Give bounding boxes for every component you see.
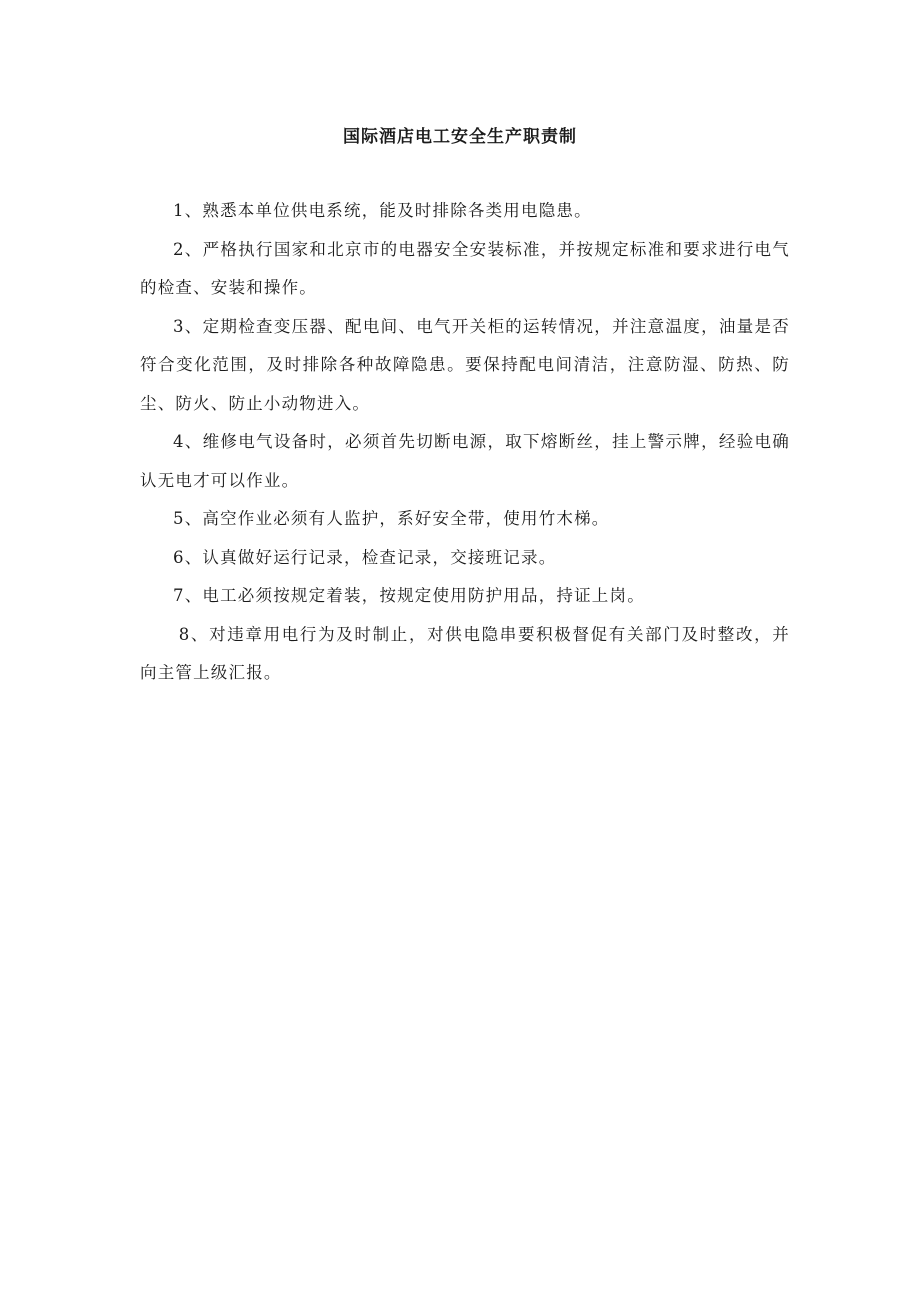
clause-7: 7、电工必须按规定着装，按规定使用防护用品，持证上岗。 bbox=[173, 586, 645, 605]
clause-2: 2、严格执行国家和北京市的电器安全安装标准，并按规定标准和要求进行电气的检查、安装和操作。 bbox=[140, 239, 790, 297]
clause-5: 5、高空作业必须有人监护，系好安全带，使用竹木梯。 bbox=[173, 509, 610, 528]
clause-6: 6、认真做好运行记录，检查记录，交接班记录。 bbox=[173, 547, 557, 567]
clause-8: 8、对违章用电行为及时制止，对供电隐串要积极督促有关部门及时整改，并向主管上级汇报。 bbox=[140, 624, 790, 682]
clause-4: 4、维修电气设备时，必须首先切断电源，取下熔断丝，挂上警示牌，经验电确认无电才可以作业。 bbox=[140, 432, 790, 490]
clause-3: 3、定期检查变压器、配电间、电气开关柜的运转情况，并注意温度，油量是否符合变化范围，及时排除各种故障隐患。要保持配电间清洁，注意防湿、防热、防尘、防火、防止小动物进入。 bbox=[140, 316, 790, 413]
document-body bbox=[140, 192, 790, 693]
clause-1: 1、熟悉本单位供电系统，能及时排除各类用电隐患。 bbox=[173, 201, 592, 220]
document-title: 国际酒店电工安全生产职责制 bbox=[343, 127, 577, 147]
